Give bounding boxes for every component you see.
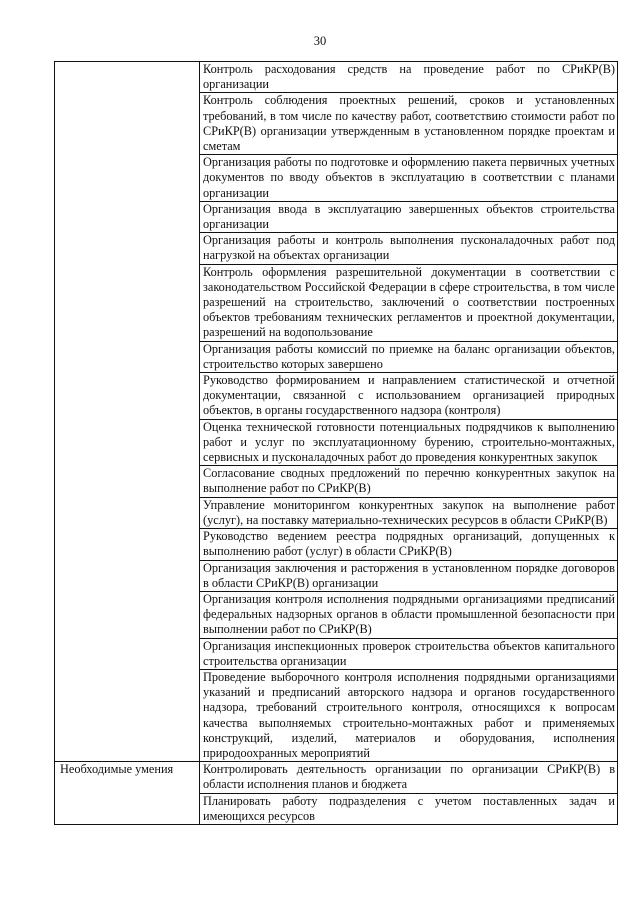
row-text-cell: Управление мониторингом конкурентных закупок на выполнение работ (услуг), на поставку материально-технических ресурсов в области СРиКР(В) xyxy=(200,497,618,528)
row-text-cell: Организация контроля исполнения подрядными организациями предписаний федеральных надзорных органов в области промышленной безопасности при выполнении работ по СРиКР(В) xyxy=(200,591,618,638)
table-row xyxy=(55,762,618,793)
row-text-cell: Организация ввода в эксплуатацию завершенных объектов строительства организации xyxy=(200,201,618,232)
row-text-cell: Контроль расходования средств на проведение работ по СРиКР(В) организации xyxy=(200,62,618,93)
row-label-cell xyxy=(55,762,200,825)
row-text-cell: Проведение выборочного контроля исполнения подрядными организациями указаний и предписаний авторского надзора и органов государственного надзора, требований строительного контроля, относящихся к вопросам качества выполняемых строительно-монтажных работ и применяемых конструкций, изделий, материалов и оборудования, исполнения природоохранных мероприятий xyxy=(200,669,618,761)
row-text-cell: Оценка технической готовности потенциальных подрядчиков к выполнению работ и услуг по эксплуатационному бурению, строительно-монтажных, сервисных и пусконаладочных работ до проведения конкурентных закупок xyxy=(200,419,618,466)
row-text-cell: Руководство формированием и направлением статистической и отчетной документации, связанной с использованием организацией природных объектов, в органы государственного надзора (контроля) xyxy=(200,373,618,420)
row-text-cell: Организация инспекционных проверок строительства объектов капитального строительства организации xyxy=(200,638,618,669)
row-text-cell: Организация работы комиссий по приемке на баланс организации объектов, строительство которых завершено xyxy=(200,341,618,372)
row-label: Необходимые умения xyxy=(60,762,174,777)
row-text-cell: Организация работы по подготовке и оформлению пакета первичных учетных документов по вводу объектов в эксплуатацию в соответствии с планами организации xyxy=(200,155,618,202)
row-text-cell: Контроль соблюдения проектных решений, сроков и установленных требований, в том числе по качеству работ, соответствию стоимости работ по СРиКР(В) организации утвержденным в установленном порядке проектам и сметам xyxy=(200,93,618,155)
row-text-cell: Организация заключения и расторжения в установленном порядке договоров в области СРиКР(В) организации xyxy=(200,560,618,591)
row-text-cell: Организация работы и контроль выполнения пусконаладочных работ под нагрузкой на объектах организации xyxy=(200,233,618,264)
row-text-cell: Согласование сводных предложений по перечню конкурентных закупок на выполнение работ по СРиКР(В) xyxy=(200,466,618,497)
row-text-cell: Контролировать деятельность организации по организации СРиКР(В) в области исполнения планов и бюджета xyxy=(200,762,618,793)
page-number: 30 xyxy=(313,34,327,48)
table-row xyxy=(55,62,618,93)
row-label-cell xyxy=(55,62,200,762)
competency-table xyxy=(54,61,618,825)
row-text-cell: Планировать работу подразделения с учетом поставленных задач и имеющихся ресурсов xyxy=(200,793,618,824)
row-text-cell: Руководство ведением реестра подрядных организаций, допущенных к выполнению работ (услуг) в области СРиКР(В) xyxy=(200,529,618,560)
row-text-cell: Контроль оформления разрешительной документации в соответствии с законодательством Российской Федерации в сфере строительства, в том числе разрешений на строительство, заключений о соответствии построенных объектов требованиям технических регламентов и проектной документации, разрешений на водопользование xyxy=(200,264,618,341)
